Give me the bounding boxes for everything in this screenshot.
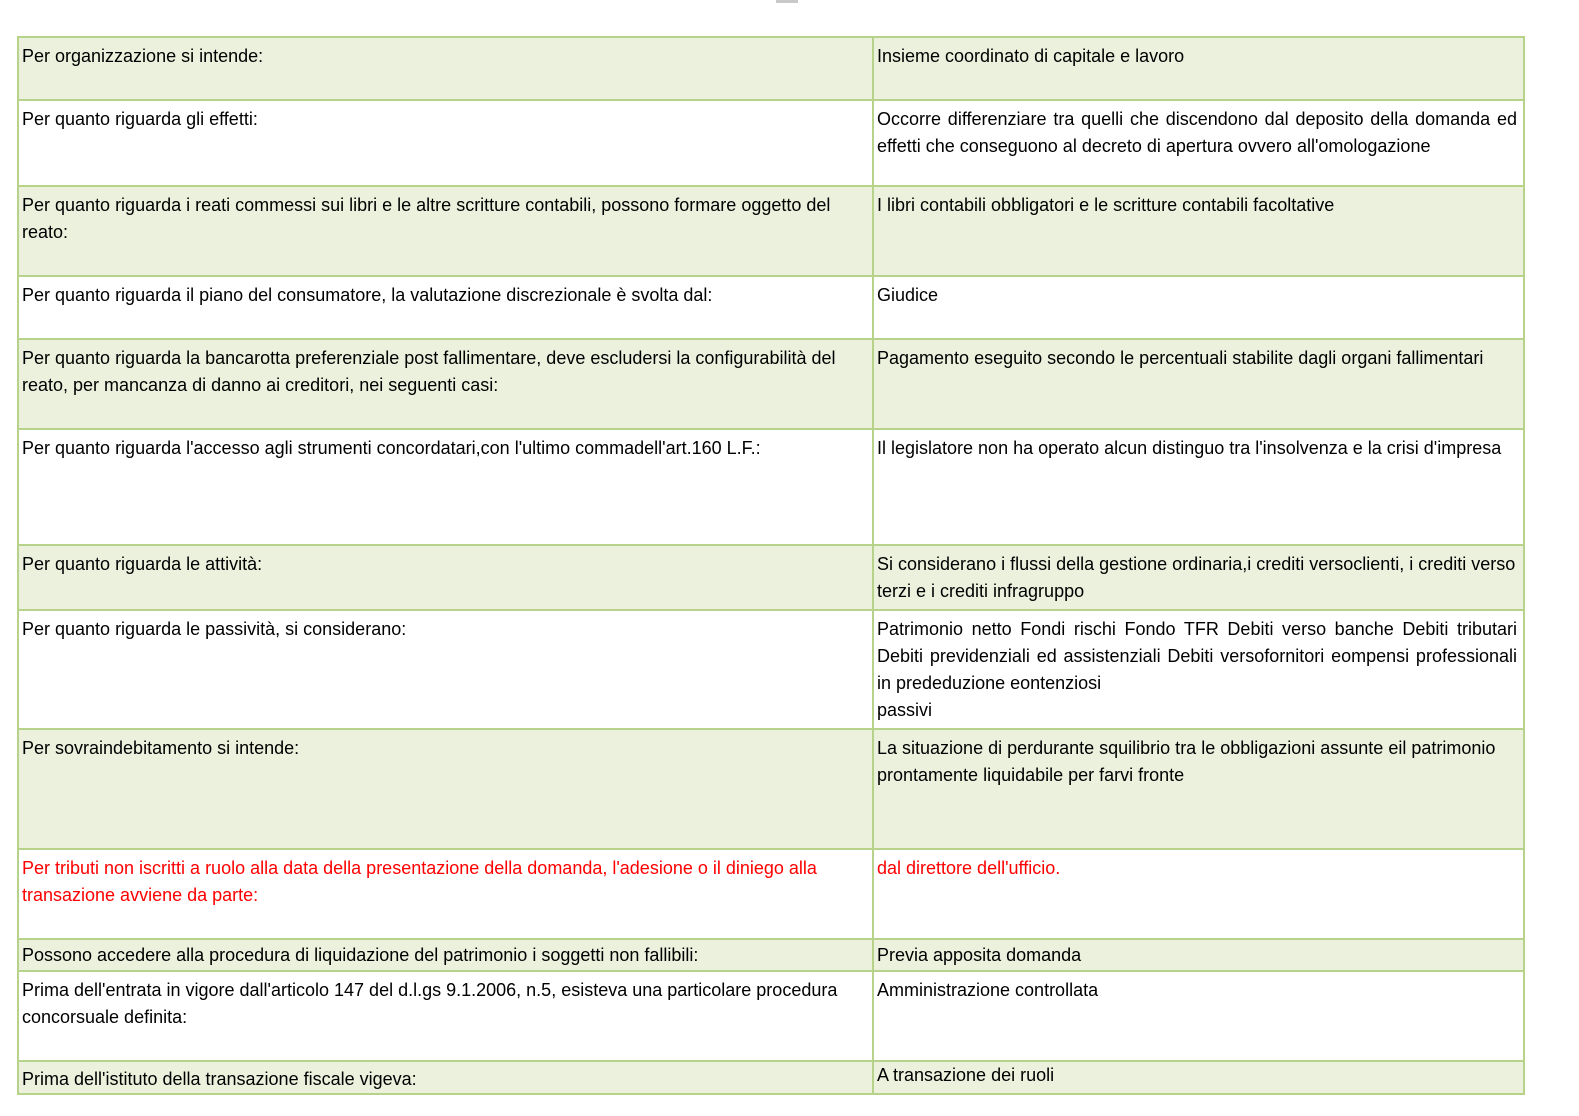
qa-table [17, 36, 1525, 1095]
question-cell: Per quanto riguarda gli effetti: [18, 100, 873, 186]
table-row [18, 729, 1524, 849]
answer-cell: Il legislatore non ha operato alcun distinguo tra l'insolvenza e la crisi d'impresa [873, 429, 1524, 545]
answer-cell: Pagamento eseguito secondo le percentuali stabilite dagli organi fallimentari [873, 339, 1524, 429]
answer-cell: Amministrazione controllata [873, 971, 1524, 1061]
question-cell: Per tributi non iscritti a ruolo alla data della presentazione della domanda, l'adesione o il diniego alla transazione avviene da parte: [18, 849, 873, 939]
answer-cell: A transazione dei ruoli [873, 1061, 1524, 1094]
question-cell: Per quanto riguarda le attività: [18, 545, 873, 610]
table-row [18, 339, 1524, 429]
table-row [18, 37, 1524, 100]
question-cell: Per sovraindebitamento si intende: [18, 729, 873, 849]
answer-cell: Previa apposita domanda [873, 939, 1524, 971]
answer-cell: La situazione di perdurante squilibrio tra le obbligazioni assunte eil patrimonio prontamente liquidabile per farvi fronte [873, 729, 1524, 849]
table-row [18, 545, 1524, 610]
table-row [18, 1061, 1524, 1094]
table-row [18, 276, 1524, 339]
answer-text: Patrimonio netto Fondi rischi Fondo TFR Debiti verso banche Debiti tributari Debiti previdenziali ed assistenziali Debiti versofornitori eompensi professionali in prededuzione eontenziosi [877, 619, 1517, 693]
answer-cell: Occorre differenziare tra quelli che discendono dal deposito della domanda ed effetti che conseguono al decreto di apertura ovvero all'omologazione [873, 100, 1524, 186]
answer-cell: Insieme coordinato di capitale e lavoro [873, 37, 1524, 100]
table-row [18, 939, 1524, 971]
question-cell: Per quanto riguarda il piano del consumatore, la valutazione discrezionale è svolta dal: [18, 276, 873, 339]
question-cell: Per quanto riguarda la bancarotta preferenziale post fallimentare, deve escludersi la configurabilità del reato, per mancanza di danno ai creditori, nei seguenti casi: [18, 339, 873, 429]
question-cell: Per quanto riguarda le passività, si considerano: [18, 610, 873, 729]
question-cell: Per quanto riguarda l'accesso agli strumenti concordatari,con l'ultimo commadell'art.160 L.F.: [18, 429, 873, 545]
answer-cell: dal direttore dell'ufficio. [873, 849, 1524, 939]
answer-cell [873, 610, 1524, 729]
header-mark [776, 0, 798, 3]
table-row [18, 971, 1524, 1061]
question-cell: Per quanto riguarda i reati commessi sui libri e le altre scritture contabili, possono formare oggetto del reato: [18, 186, 873, 276]
table-row-highlighted [18, 849, 1524, 939]
answer-cell: Giudice [873, 276, 1524, 339]
answer-cell: Si considerano i flussi della gestione ordinaria,i crediti versoclienti, i crediti verso terzi e i crediti infragruppo [873, 545, 1524, 610]
table-row [18, 610, 1524, 729]
table-row [18, 186, 1524, 276]
answer-continuation: passivi [877, 700, 933, 720]
answer-cell: I libri contabili obbligatori e le scritture contabili facoltative [873, 186, 1524, 276]
question-cell: Prima dell'entrata in vigore dall'articolo 147 del d.l.gs 9.1.2006, n.5, esisteva una particolare procedura concorsuale definita: [18, 971, 873, 1061]
question-cell: Per organizzazione si intende: [18, 37, 873, 100]
table-row [18, 429, 1524, 545]
table-row [18, 100, 1524, 186]
question-cell: Prima dell'istituto della transazione fiscale vigeva: [18, 1061, 873, 1094]
question-cell: Possono accedere alla procedura di liquidazione del patrimonio i soggetti non fallibili: [18, 939, 873, 971]
